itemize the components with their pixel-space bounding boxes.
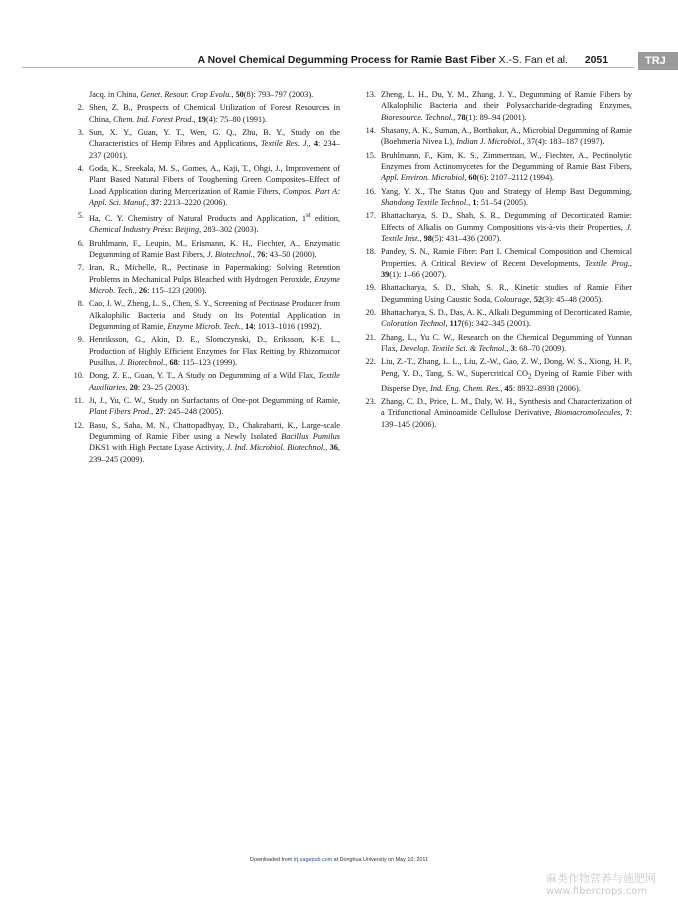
reference-item: [70, 89, 340, 100]
reference-number: 20.: [365, 307, 376, 317]
reference-item: [362, 282, 632, 305]
reference-item: [362, 89, 632, 123]
reference-item: [70, 395, 340, 418]
download-footer: [0, 857, 678, 863]
reference-text: Dong, Z. E., Guan, Y. T., A Study on Degumming of a Wild Flax, Textile Auxiliaries, 20: 23–25 (2003).: [89, 371, 340, 392]
reference-item: [70, 262, 340, 296]
reference-text: Iran, R., Michelle, R., Pectinase in Papermaking: Solving Retention Problems in Mechanical Pulps Bleached with Hydrogen Peroxide, Enzyme Microb. Tech., 26: 115–123 (2000).: [89, 263, 340, 296]
reference-text: Bhattacharya, S. D., Das, A. K., Alkali Degumming of Decorticated Ramie, Coloration Technol, 117(6): 342–345 (2001).: [381, 307, 632, 329]
reference-number: 15.: [365, 150, 376, 160]
references-left-column: [70, 89, 340, 467]
reference-text: Cao, J. W., Zheng, L. S., Chen, S. Y., Screening of Pectinase Producer from Alkalophilic Bacteria and Study on Its Potential Application in Degumming of Ramie, Enzyme Microb. Tech., 14: 1013–1016 (1992).: [89, 299, 340, 332]
reference-text: Jacq. in China, Genet. Resour. Crop Evolu., 50(8): 793–797 (2003).: [89, 90, 314, 99]
reference-item: [70, 334, 340, 368]
reference-number: 2.: [77, 103, 84, 113]
reference-number: 14.: [365, 126, 376, 136]
reference-text: Liu, Z.-T., Zhang, L. L., Liu, Z.-W., Gao, Z. W., Dong, W. S., Xiong, H. P., Peng, Y. D., Tang, S. W., Supercritical $CO_2$ Dyeing of Ramie Fiber with Disperse Dye, Ind. Eng. Chem. Res., 45: 8932–8938 (2006).: [381, 357, 632, 393]
journal-badge: TRJ: [638, 52, 678, 70]
reference-number: 18.: [365, 247, 376, 257]
reference-number: 23.: [365, 396, 376, 406]
reference-item: [362, 246, 632, 280]
reference-item: [70, 163, 340, 209]
reference-number: 4.: [77, 163, 84, 173]
reference-text: Yang, Y. X., The Status Quo and Strategy of Hemp Bast Degumming, Shandong Textile Technol., 1: 51–54 (2005).: [381, 186, 632, 208]
reference-text: Shen, Z. B., Prospects of Chemical Utilization of Forest Resources in China, Chem. Ind. Forest Prod., 19(4): 75–80 (1991).: [89, 103, 340, 124]
footer-suffix: at Donghua University on May 10, 2011: [332, 857, 428, 863]
watermark: [546, 872, 656, 898]
reference-item: [70, 370, 340, 393]
reference-item: [362, 307, 632, 330]
reference-text: Sun, X. Y., Guan, Y. T., Wen, G. Q., Zhu, B. Y., Study on the Characteristics of Hemp Fibres and Applications, Textile Res. J., 4: 234–237 (2001).: [89, 127, 340, 160]
reference-item: [362, 332, 632, 355]
reference-text: Ji, J., Yu, C. W., Study on Surfactants of One-pot Degumming of Ramie, Plant Fibers Prod., 27: 245–248 (2005).: [89, 395, 340, 417]
reference-item: [362, 186, 632, 209]
reference-text: Zhang, C. D., Price, L. M., Daly, W. H., Synthesis and Characterization of a Trifunctional Aminoamide Cellulose Derivative, Biomacromolecules, 7: 139–145 (2006).: [381, 396, 632, 429]
reference-number: 5.: [77, 211, 84, 221]
reference-number: 12.: [73, 420, 84, 430]
reference-text: Goda, K., Sreekala, M. S., Gomes, A., Kaji, T., Ohgi, J., Improvement of Plant Based Natural Fibers of Toughening Green Composites–Effect of Load Application during Mercerization of Ramie Fibers, Compos. Part A: Appl. Sci. Manuf., 37: 2213–2220 (2006).: [89, 163, 340, 208]
header-rule: [22, 67, 634, 68]
reference-text: Zheng, L. H., Du, Y. M., Zhang, J. Y., Degumming of Ramie Fibers by Alkalophilic Bacteria and their Polysaccharide-degrading Enzymes, Bioresource. Technol., 78(1): 89–94 (2001).: [381, 90, 632, 122]
footer-prefix: Downloaded from: [250, 857, 294, 863]
running-header: [0, 52, 678, 72]
reference-number: 8.: [77, 299, 84, 309]
reference-item: [362, 125, 632, 148]
reference-text: Bruhlmann, F., Leupin, M., Erismann, K. H., Fiechter, A., Enzymatic Degumming of Ramie Bast Fibers, J. Biotechnol., 76: 43–50 (2000).: [89, 238, 340, 260]
reference-number: 19.: [365, 283, 376, 293]
reference-number: 3.: [77, 127, 84, 137]
reference-text: Bruhlmann, F., Kim, K. S., Zimmerman, W., Fiechter, A., Pectinolytic Enzymes from Actinomycetes for the Degumming of Ramie Bast Fibers, Appl. Environ. Microbiol, 60(6): 2107–2112 (1994).: [381, 150, 632, 183]
reference-number: 17.: [365, 211, 376, 221]
reference-number: 11.: [73, 395, 84, 405]
reference-text: Pandey, S. N., Ramie Fibre: Part I. Chemical Composition and Chemical Properties. A Critical Review of Recent Developments, Textile Prog., 39(1): 1–66 (2007).: [381, 247, 632, 280]
reference-item: [70, 238, 340, 261]
author-line: X.-S. Fan et al.: [498, 55, 568, 66]
reference-text: Zhang, L., Yu C. W., Research on the Chemical Degumming of Yunnan Flax, Develop. Textile Sci. & Technol., 3: 68–70 (2009).: [381, 332, 632, 353]
reference-item: [362, 396, 632, 430]
reference-number: 10.: [73, 371, 84, 381]
watermark-cn: 麻类作物营养与施肥网: [546, 872, 656, 885]
page-number: 2051: [584, 55, 608, 66]
reference-number: 21.: [365, 332, 376, 342]
reference-item: [70, 420, 340, 466]
footer-link[interactable]: trj.sagepub.com: [293, 857, 333, 863]
reference-item: [362, 150, 632, 184]
reference-text: Bhattacharya, S. D., Shah, S. R., Kinetic studies of Ramie Fiber Degumming Using Caustic Soda, Colourage, 52(3): 45–48 (2005).: [381, 283, 632, 304]
reference-number: 7.: [77, 263, 84, 273]
reference-number: 16.: [365, 186, 376, 196]
article-title: A Novel Chemical Degumming Process for Ramie Bast Fiber: [197, 55, 496, 66]
reference-text: Henriksson, G., Akin, D. E., Slomczynski, D., Eriksson, K-E L., Production of Highly Efficient Enzymes for Flax Retting by Rhizomucor Pusillus, J. Biotechnol., 68: 115–123 (1999).: [89, 335, 340, 368]
reference-item: [70, 210, 340, 236]
reference-item: [70, 102, 340, 125]
reference-text: Ha, C. Y. Chemistry of Natural Products and Application, 1st edition, Chemical Industry Press: Beijing, 283–302 (2003).: [89, 212, 340, 235]
reference-number: 9.: [77, 335, 84, 345]
watermark-url: www.fibercrops.com: [546, 886, 648, 897]
reference-item: [362, 356, 632, 394]
reference-number: 13.: [365, 90, 376, 99]
reference-text: Bhattacharya, S. D., Shah, S. R., Degumming of Decorticated Ramie: Effects of Alkalis on Gummy Compositions vis-à-vis their Properties, J. Textile Inst., 98(5): 431–436 (2007).: [381, 211, 632, 244]
running-title: [198, 55, 608, 66]
references-right-column: [362, 89, 632, 432]
reference-item: [362, 210, 632, 244]
reference-text: Basu, S., Saha, M. N., Chattopadhyay, D., Chakrabarti, K., Large-scale Degumming of Ramie Fiber using a Newly Isolated Bacillus Pumilus DKS1 with High Pectate Lyase Activity, J. Ind. Microbiol. Biotechnol., 36, 239–245 (2009).: [89, 420, 341, 464]
reference-text: Shasany, A. K., Suman, A., Borthakur, A., Microbial Degumming of Ramie (Boehmeria Nivea L), Indian J. Microbiol., 37(4): 183–187 (1997).: [381, 126, 632, 147]
reference-item: [70, 127, 340, 161]
reference-item: [70, 298, 340, 332]
reference-number: 22.: [365, 357, 376, 367]
reference-number: 6.: [77, 238, 84, 248]
